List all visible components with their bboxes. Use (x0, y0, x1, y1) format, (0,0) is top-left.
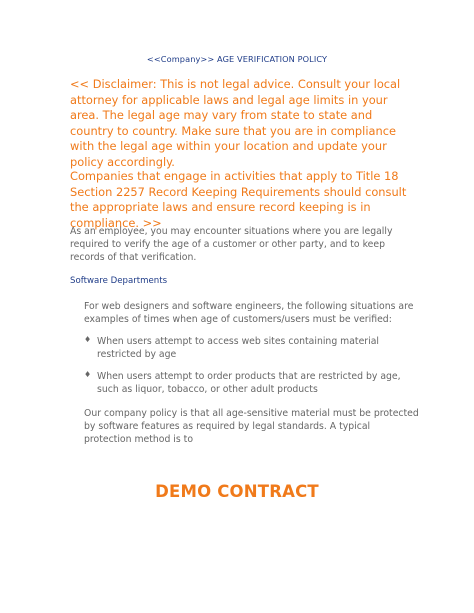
policy-paragraph: Our company policy is that all age-sensitive material must be protected by software features as required by legal standards. A typical protection method is to (84, 408, 419, 446)
bullet-text: When users attempt to order products that are restricted by age, such as liquor, tobacco, or other adult products (97, 371, 401, 396)
record-keeping-note: Companies that engage in activities that apply to Title 18 Section 2257 Record Keeping Requirements should consult the appropriate laws and ensure record keeping is in compliance. >> (70, 169, 407, 230)
diamond-bullet-icon: ♦ (84, 335, 92, 344)
section-intro-paragraph: For web designers and software engineers, the following situations are examples of times when age of customers/users must be verified: (84, 301, 414, 326)
diamond-bullet-icon: ♦ (84, 370, 92, 379)
bullet-text: When users attempt to access web sites containing material restricted by age (97, 336, 379, 361)
intro-paragraph: As an employee, you may encounter situations where you are legally required to verify the age of a customer or other party, and to keep records of that verification. (70, 226, 393, 264)
document-title: <<Company>> AGE VERIFICATION POLICY (146, 54, 328, 64)
section-heading: Software Departments (70, 276, 168, 286)
disclaimer-paragraph: << Disclaimer: This is not legal advice. Consult your local attorney for applicable laws and legal age limits in your area. The legal age may vary from state to state and country to country. Make sure that you are in compliance with the legal age within your location and update your policy accordingly. (70, 77, 401, 169)
demo-watermark: DEMO CONTRACT (155, 482, 319, 501)
